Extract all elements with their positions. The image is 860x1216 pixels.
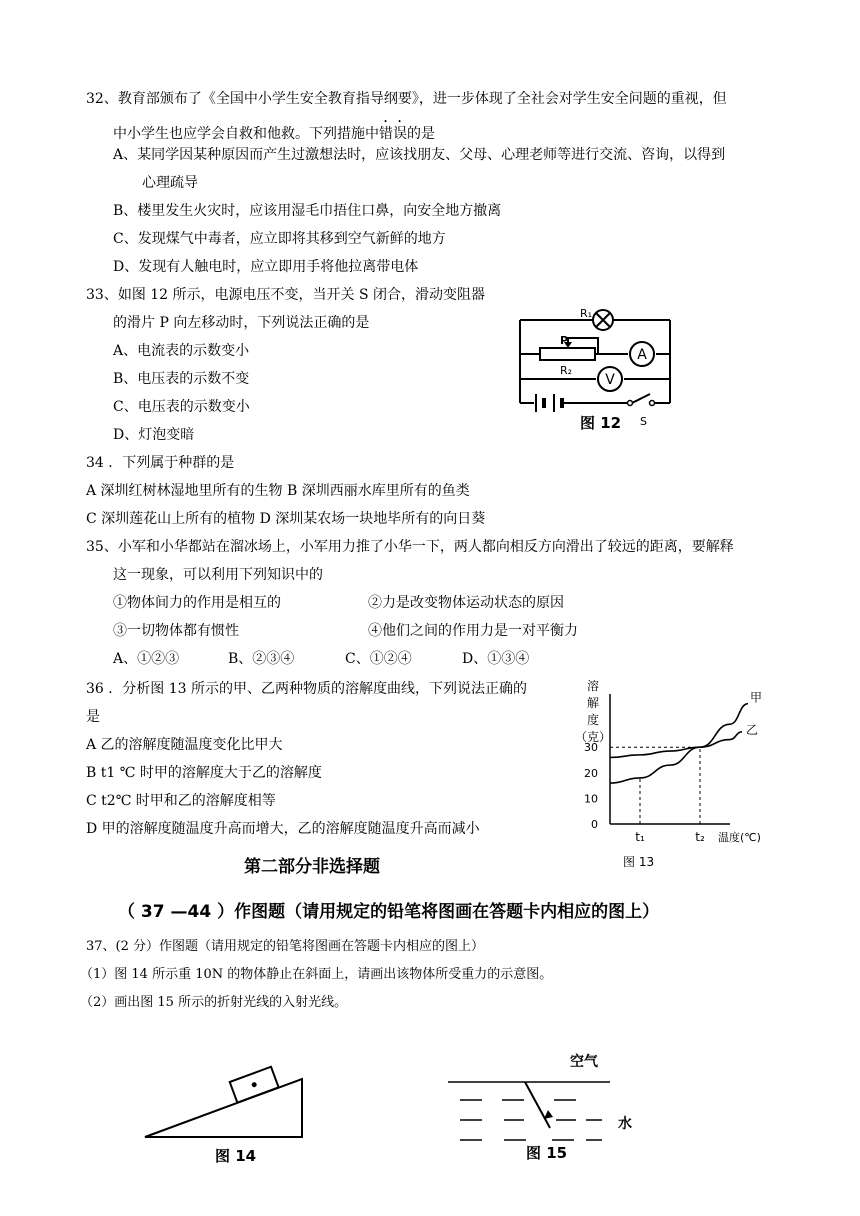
ammeter-label: A: [637, 347, 647, 363]
voltmeter-icon: [598, 367, 622, 391]
label-water: 水: [618, 1116, 632, 1132]
q35-knowledge-1: ①物体间力的作用是相互的: [113, 595, 281, 611]
water-dashes: [460, 1100, 602, 1140]
q35-knowledge-2: ②力是改变物体运动状态的原因: [368, 595, 564, 611]
label-r2: R₂: [560, 364, 573, 377]
refraction-figure-fig15: [440, 1040, 650, 1168]
q33-stem-line1: 33、如图 12 所示，电源电压不变，当开关 S 闭合，滑动变阻器: [86, 287, 486, 303]
q33-option-d: D、灯泡变暗: [113, 427, 195, 443]
label-r1: R₁: [580, 307, 593, 320]
part2-title: 第二部分非选择题: [244, 857, 380, 877]
ammeter-icon: [630, 342, 654, 366]
q37-part2: （2）画出图 15 所示的折射光线的入射光线。: [80, 995, 348, 1010]
q32-stem-part-a: 中小学生也应学会自救和他救。下列措施中: [113, 126, 379, 142]
q32-stem-line1: 32、教育部颁布了《全国中小学生安全教育指导纲要》，进一步体现了全社会对学生安全问题的重视，但: [86, 91, 727, 107]
refracted-ray: [525, 1082, 550, 1128]
chart-ylabel-char-2: 度: [586, 713, 600, 727]
chart-title: 图 13: [623, 855, 655, 869]
part2-subtitle: （ 37 —44 ）作图题（请用规定的铅笔将图画在答题卡内相应的图上）: [118, 902, 660, 922]
chart-xlabel: 温度(℃): [718, 831, 761, 844]
battery-icon: [536, 394, 562, 412]
q32-stem-part-c: 的是: [407, 126, 435, 142]
chart-ytick-30: 30: [584, 741, 598, 755]
label-air: 空气: [570, 1054, 598, 1070]
q36-option-b: B t1 ℃ 时甲的溶解度大于乙的溶解度: [86, 765, 322, 781]
q32-option-a-line1: A、某同学因某种原因而产生过激想法时，应该找朋友、父母、心理老师等进行交流、咨询，以得到: [113, 147, 726, 163]
chart-ytick-10: 10: [584, 792, 598, 806]
block-on-incline: [230, 1067, 279, 1103]
chart-guide-lines: [610, 747, 700, 824]
chart-series: [610, 691, 762, 783]
q34-options-cd: C 深圳莲花山上所有的植物 D 深圳某农场一块地毕所有的向日葵: [86, 511, 486, 527]
q35-stem-line2: 这一现象，可以利用下列知识中的: [113, 567, 323, 583]
chart-ylabel-char-1: 解: [586, 696, 600, 710]
q37-stem: 37、(2 分）作图题（请用规定的铅笔将图画在答题卡内相应的图上）: [86, 939, 485, 954]
q32-stem-line2: [113, 118, 435, 143]
fig15-caption: 图 15: [526, 1144, 568, 1162]
series-label-1: 乙: [746, 722, 759, 737]
chart-y-ticks: [584, 741, 598, 831]
q33-stem-line2: 的滑片 P 向左移动时，下列说法正确的是: [113, 315, 370, 331]
voltmeter-label: V: [605, 372, 615, 388]
chart-x-ticks: [635, 830, 705, 844]
q36-stem-line1: 36 ．分析图 13 所示的甲、乙两种物质的溶解度曲线，下列说法正确的: [86, 681, 527, 697]
q36-option-a: A 乙的溶解度随温度变化比甲大: [86, 737, 283, 753]
chart-ylabel-char-0: 溶: [586, 679, 600, 693]
q34-options-ab: A 深圳红树林湿地里所有的生物 B 深圳西丽水库里所有的鱼类: [86, 483, 470, 499]
q36-option-d: D 甲的溶解度随温度升高而增大，乙的溶解度随温度升高而减小: [86, 821, 480, 837]
fig14-caption: 图 14: [215, 1147, 257, 1165]
q32-emphasis-wrong: 错误: [379, 126, 407, 142]
q35-option-d: D、①③④: [462, 651, 530, 667]
q33-option-c: C、电压表的示数变小: [113, 399, 250, 415]
q35-option-b: B、②③④: [228, 651, 295, 667]
chart-ytick-20: 20: [584, 766, 598, 780]
series-curve-1: [610, 732, 742, 758]
q34-stem: 34 ．下列属于种群的是: [86, 455, 235, 471]
q35-stem-line1: 35、小军和小华都站在溜冰场上，小军用力推了小华一下，两人都向相反方向滑出了较远的距离，要解释: [86, 539, 734, 555]
q35-option-c: C、①②④: [345, 651, 412, 667]
q32-option-b: B、楼里发生火灾时，应该用湿毛巾捂住口鼻，向安全地方撤离: [113, 203, 502, 219]
fig12-caption: 图 12: [580, 414, 622, 432]
q32-option-d: D、发现有人触电时，应立即用手将他拉离带电体: [113, 259, 419, 275]
q35-knowledge-3: ③一切物体都有惯性: [113, 623, 239, 639]
q35-knowledge-4: ④他们之间的作用力是一对平衡力: [368, 623, 578, 639]
q37-part1: （1）图 14 所示重 10N 的物体静止在斜面上，请画出该物体所受重力的示意图。: [80, 967, 553, 982]
rheostat-r2-icon: [540, 348, 595, 360]
switch-s-blade: [632, 394, 650, 403]
q33-option-b: B、电压表的示数不变: [113, 371, 250, 387]
q33-option-a: A、电流表的示数变小: [113, 343, 250, 359]
q36-stem-line2: 是: [86, 709, 100, 725]
lamp-r1-icon: [593, 310, 613, 330]
label-p: P: [560, 334, 569, 347]
chart-ylabel-char-3: （克）: [575, 730, 612, 744]
chart-xtick-0: t₁: [635, 830, 645, 844]
chart-xtick-1: t₂: [695, 830, 705, 844]
incline-figure-fig14: [140, 1058, 320, 1168]
label-s: S: [640, 415, 647, 428]
q32-option-a-line2: 心理疏导: [142, 175, 198, 191]
series-curve-0: [610, 704, 748, 783]
q35-option-a: A、①②③: [113, 651, 180, 667]
circuit-diagram-fig12: [510, 300, 690, 435]
q36-option-c: C t2℃ 时甲和乙的溶解度相等: [86, 793, 276, 809]
series-label-0: 甲: [750, 690, 763, 705]
ray-arrow-icon: [544, 1110, 553, 1119]
solubility-chart-fig13: [575, 676, 780, 872]
q32-option-c: C、发现煤气中毒者，应立即将其移到空气新鲜的地方: [113, 231, 446, 247]
chart-ytick-0: 0: [591, 818, 598, 831]
chart-ylabel: [575, 678, 611, 744]
